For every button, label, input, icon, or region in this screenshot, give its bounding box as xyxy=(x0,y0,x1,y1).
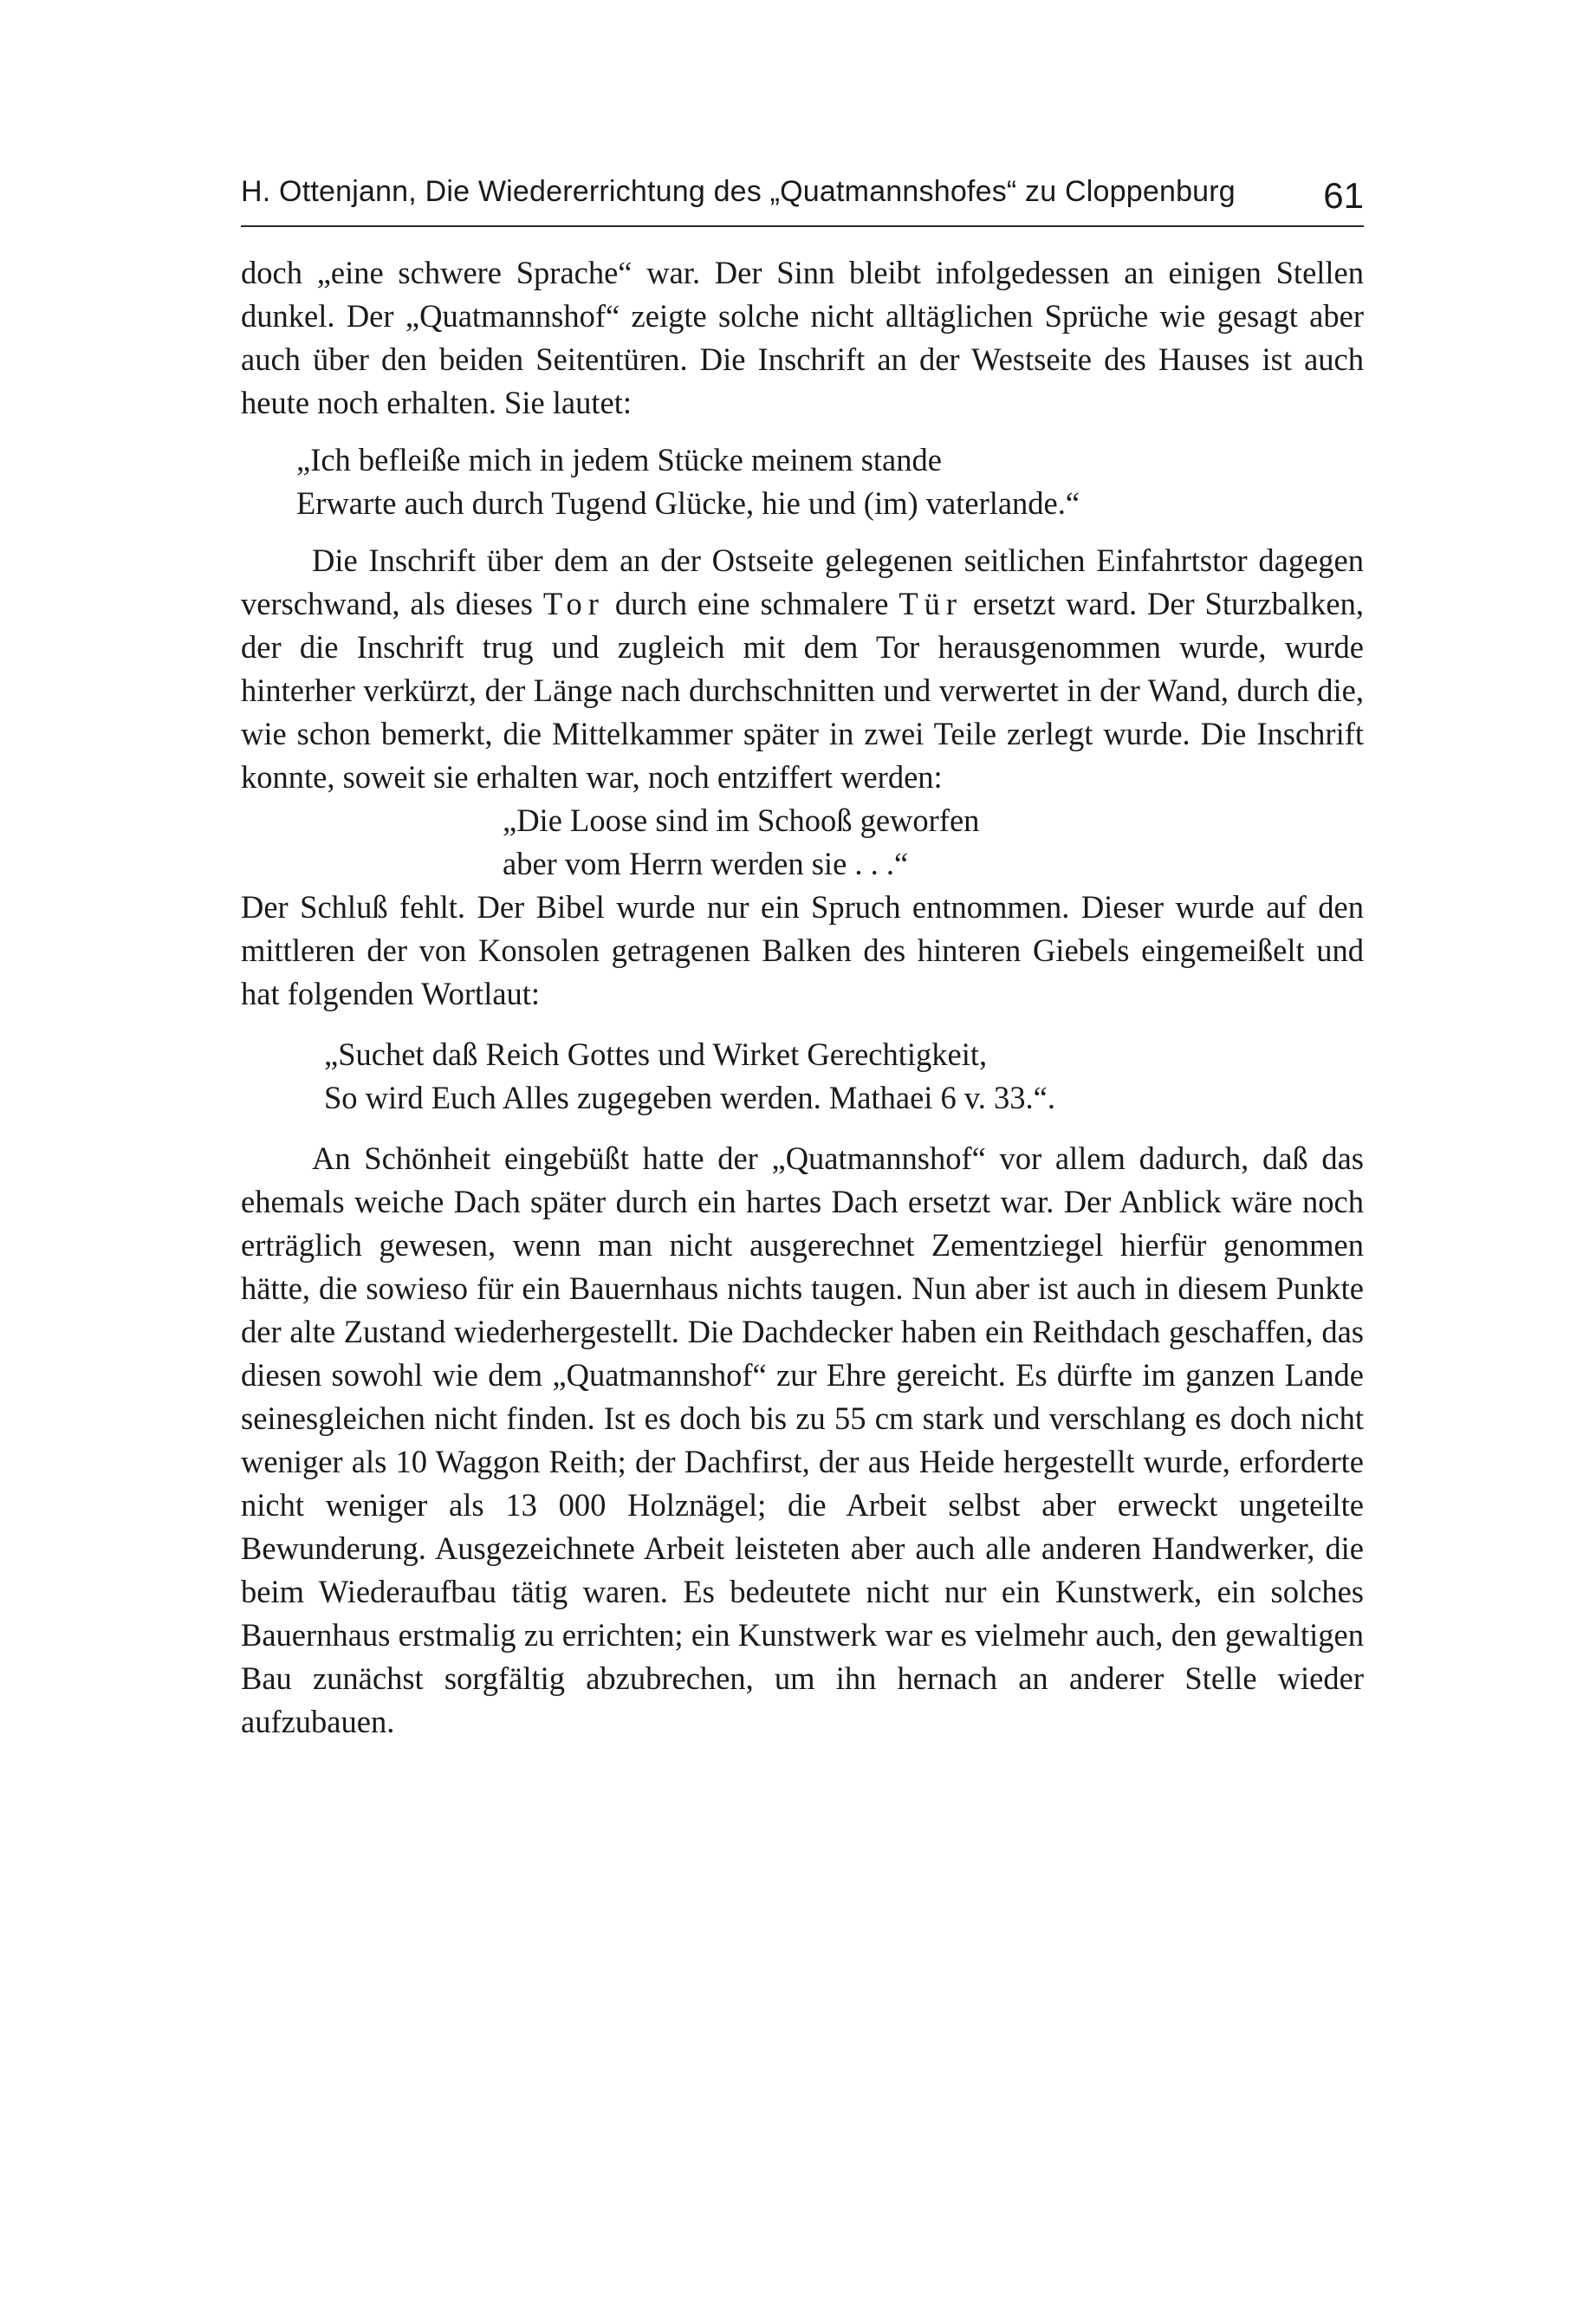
spaced-word-tuer: Tür xyxy=(899,586,963,621)
quote-west-side xyxy=(241,439,1364,525)
paragraph-2-end: ersetzt ward. Der Sturzbalken, der die Inschrift trug und zugleich mit dem Tor herausgenommen wurde, wurde hinterher verkürzt, der Länge nach durchschnitten und verwertet in der Wand, durch die, wie schon bemerkt, die Mittelkammer später in zwei Teile zerlegt wurde. Die Inschrift konnte, soweit sie erhalten war, noch entziffert werden: xyxy=(241,586,1365,795)
quote-line: „Suchet daß Reich Gottes und Wirket Gerechtigkeit, xyxy=(324,1036,988,1072)
paragraph-2-start: Die Inschrift über dem an der Ostseite gelegenen seitlichen Einfahrtstor dagegen verschwand, als dieses xyxy=(241,543,1364,621)
paragraph-3: Der Schluß fehlt. Der Bibel wurde nur ein Spruch entnommen. Dieser wurde auf den mittleren der von Konsolen getragenen Balken des hinteren Giebels eingemeißelt und hat folgenden Wortlaut: xyxy=(241,889,1364,1011)
running-header xyxy=(241,165,1364,227)
quote-line: Erwarte auch durch Tugend Glücke, hie und (im) vaterlande.“ xyxy=(296,485,1080,521)
quote-line: „Ich befleiße mich in jedem Stücke meinem stande xyxy=(296,442,942,478)
paragraph-2-mid: durch eine schmalere xyxy=(614,586,889,621)
quote-line: „Die Loose sind im Schooß geworfen xyxy=(503,802,980,838)
quote-line: So wird Euch Alles zugegeben werden. Mathaei 6 v. 33.“. xyxy=(324,1080,1055,1115)
quote-bible xyxy=(241,1033,1364,1120)
body-text xyxy=(241,251,1364,1744)
quote-line: aber vom Herrn werden sie . . .“ xyxy=(503,846,909,881)
quote-east-side xyxy=(241,799,1364,886)
running-title: H. Ottenjann, Die Wiedererrichtung des „Quatmannshofes“ zu Cloppenburg xyxy=(241,175,1236,208)
page-number: 61 xyxy=(1323,175,1364,216)
paragraph-1: doch „eine schwere Sprache“ war. Der Sinn bleibt infolgedessen an einigen Stellen dunkel. Der „Quatmannshof“ zeigte solche nicht alltäglichen Sprüche wie gesagt aber auch über den beiden Seitentüren. Die Inschrift an der Westseite des Hauses ist auch heute noch erhalten. Sie lautet: xyxy=(241,255,1364,420)
paragraph-2 xyxy=(241,539,1364,799)
paragraph-4: An Schönheit eingebüßt hatte der „Quatmannshof“ vor allem dadurch, daß das ehemals weiche Dach später durch ein hartes Dach ersetzt war. Der Anblick wäre noch erträglich gewesen, wenn man nicht ausgerechnet Zementziegel hierfür genommen hätte, die sowieso für ein Bauernhaus nichts taugen. Nun aber ist auch in diesem Punkte der alte Zustand wiederhergestellt. Die Dachdecker haben ein Reithdach geschaffen, das diesen sowohl wie dem „Quatmannshof“ zur Ehre gereicht. Es dürfte im ganzen Lande seinesgleichen nicht finden. Ist es doch bis zu 55 cm stark und verschlang es doch nicht weniger als 10 Waggon Reith; der Dachfirst, der aus Heide hergestellt wurde, erforderte nicht weniger als 13 000 Holznägel; die Arbeit selbst aber erweckt ungeteilte Bewunderung. Ausgezeichnete Arbeit leisteten aber auch alle anderen Handwerker, die beim Wiederaufbau tätig waren. Es bedeutete nicht nur ein Kunstwerk, ein solches Bauernhaus erstmalig zu errichten; ein Kunstwerk war es vielmehr auch, den gewaltigen Bau zunächst sorgfältig abzubrechen, um ihn hernach an anderer Stelle wieder aufzubauen. xyxy=(241,1140,1364,1739)
spaced-word-tor: Tor xyxy=(542,586,605,621)
